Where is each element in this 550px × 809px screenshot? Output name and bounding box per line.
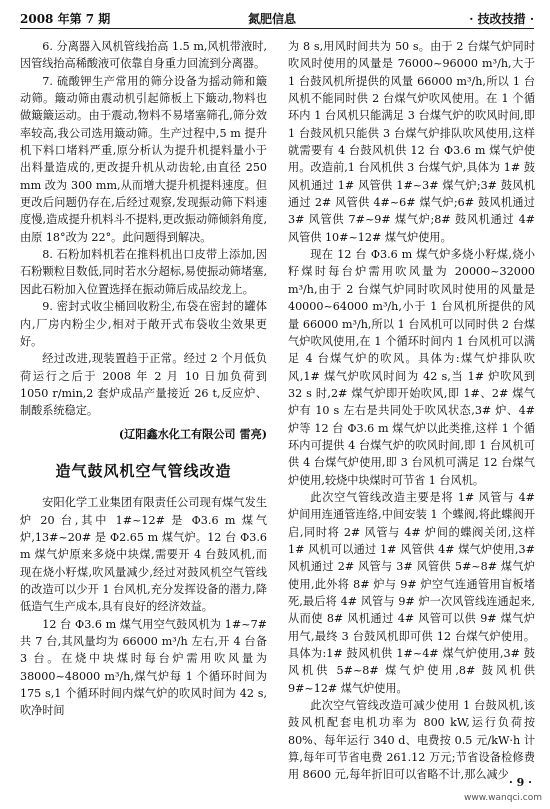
section-label: · 技改技措 · bbox=[469, 12, 534, 26]
author-signature: (辽阳鑫水化工有限公司 雷亮) bbox=[118, 427, 267, 441]
paragraph: 此次空气管线改造可减少使用 1 台鼓风机,该鼓风机配套电机功率为 800 kW,运行负荷按 80%、每年运行 340 d、电费按 0.5 元/kW·h 计算,每年可节省电费 261.12 万元;节省设备检修费用 8600 元,每年折旧可以省略不计,那么减少 bbox=[288, 699, 535, 782]
left-column bbox=[20, 38, 267, 720]
paragraph: 8. 石粉加料机若在推料机出口皮带上添加,因石粉颗粒目数低,同时若水分超标,易使振动筛堵塞,因此石粉加入位置选择在振动筛后成品绞龙上。 bbox=[20, 248, 267, 296]
journal-name: 氮肥信息 bbox=[248, 12, 297, 26]
page-header bbox=[20, 8, 534, 29]
paragraph: 此次空气管线改造主要是将 1# 风管与 4# 炉间用连通管连络,中间安装 1 个蝶阀,将此蝶阀开启,同时将 2# 风管与 4# 炉间的蝶阀关闭,这样 1# 风机可以通过 1# 风管供 4# 煤气炉使用,3# 风机通过 2# 风管与 3# 风管供 5#~8# 煤气炉使用,此外将 8# 炉与 9# 炉空气连通管用盲板堵死,最后将 4# 风管与 9# 炉一次风管线连通起来,从而使 8# 风机通过 4# 风管可以供 9# 煤气炉用气,最终 3 台鼓风机即可供 12 台煤气炉使用。具体为:1# 鼓风机供 1#~4# 煤气炉使用,3# 鼓风机供 5#~8# 煤气炉使用,8# 鼓风机供 9#~12# 煤气炉使用。 bbox=[288, 490, 535, 695]
paragraph: 现在 12 台 Φ3.6 m 煤气炉多烧小籽煤,烧小籽煤时每台炉需用吹风量为 20000~32000 m³/h,由于 2 台煤气炉同时吹风时使用的风量是 40000~64000 m³/h,小于 1 台风机所提供的风量 66000 m³/h,所以 1 台风机可以同时供 2 台煤气炉吹风使用,在 1 个循环时间内 1 台风机可以满足 4 台煤气炉的吹风。具体为:煤气炉排队吹风,1# 煤气炉吹风时间为 42 s,当 1# 炉吹风到 32 s 时,2# 煤气炉即开始吹风,即 1#、2# 煤气炉有 10 s 左右是共同处于吹风状态,3# 炉、4# 炉等 12 台 Φ3.6 m 煤气炉以此类推,这样 1 个循环内可提供 4 台煤气炉的吹风时间,即 1 台风机可供 4 台煤气炉使用,即 3 台风机可满足 12 台煤气炉使用,较烧中块煤时可节省 1 台风机。 bbox=[288, 248, 535, 487]
watermark-text: www.wanqci.com bbox=[464, 793, 542, 803]
paragraph: 12 台 Φ3.6 m 煤气用空气鼓风机为 1#~7# 共 7 台,其风量均为 66000 m³/h 左右,开 4 台备 3 台。在烧中块煤时每台炉需用吹风量为 38000~48000 m³/h,煤气炉每 1 个循环时间为 175 s,1 个循环时间内煤气炉的吹风时间为 42 s,吹净时间 bbox=[20, 617, 267, 718]
article-title: 造气鼓风机空气管线改造 bbox=[55, 461, 232, 480]
right-column bbox=[288, 38, 535, 784]
paragraph: 7. 硫酸钾生产常用的筛分设备为摇动筛和簸动筛。簸动筛由震动机引起筛板上下簸动,物料也做簸簸运动。由于震动,物料不易堵塞筛孔,筛分效率较高,我公司选用簸动筛。生产过程中,5 m 提升机下料口堵料严重,原分析认为提升机提料量小于出料量造成的,更改提升机从动齿轮,由直径 250 mm 改为 300 mm,从而增大提升机提料速度。但更改后问题仍存在,后经过观察,发现振动筛下料速度慢,造成提升机料斗不提料,更改振动筛倾斜角度,由原 18°改为 22°。此问题得到解决。 bbox=[20, 74, 267, 244]
paragraph: 安阳化学工业集团有限责任公司现有煤气发生炉 20 台,其中 1#~12# 是 Φ3.6 m 煤气炉,13#~20# 是 Φ2.65 m 煤气炉。12 台 Φ3.6 m 煤气炉原来多烧中块煤,需要开 4 台鼓风机,而现在烧小籽煤,吹风量减少,经过对鼓风机空气管线的改造可以少开 1 台风机,充分发挥设备的潜力,降低造气生产成本,具有良好的经济效益。 bbox=[20, 496, 267, 614]
paragraph: 6. 分离器入风机管线抬高 1.5 m,风机带液时,因管线抬高稀酸液可依靠自身重力回流到分离器。 bbox=[20, 40, 267, 71]
paragraph: 9. 密封式收尘桶回收粉尘,布袋在密封的罐体内,厂房内粉尘少,相对于敞开式布袋收尘效果更好。 bbox=[20, 300, 267, 348]
paragraph: 经过改进,现装置趋于正常。经过 2 个月低负荷运行之后于 2008 年 2 月 10 日加负荷到 1050 r/min,2 套炉成品产量接近 26 t,反应炉、制酸系统稳定。 bbox=[20, 352, 267, 418]
issue-label: 2008 年第 7 期 bbox=[20, 12, 111, 26]
paragraph: 为 8 s,用风时间共为 50 s。由于 2 台煤气炉同时吹风时使用的风量是 76000~96000 m³/h,大于 1 台鼓风机所提供的风量 66000 m³/h,所以 1 台风机不能同时供 2 台煤气炉吹风使用。在 1 个循环内 1 台风机只能满足 3 台煤气炉的吹风时间,即 1 台鼓风机只能供 3 台煤气炉排队吹风使用,这样就需要有 4 台鼓风机供 12 台 Φ3.6 m 煤气炉使用。改造前,1 台风机供 3 台煤气炉,具体为 1# 鼓风机通过 1# 风管供 1#~3# 煤气炉;3# 鼓风机通过 2# 风管供 4#~6# 煤气炉;6# 鼓风机通过 3# 风管供 7#~9# 煤气炉;8# 鼓风机通过 4# 风管供 10#~12# 煤气炉使用。 bbox=[288, 40, 535, 244]
page-number: · 9 · bbox=[509, 776, 532, 789]
